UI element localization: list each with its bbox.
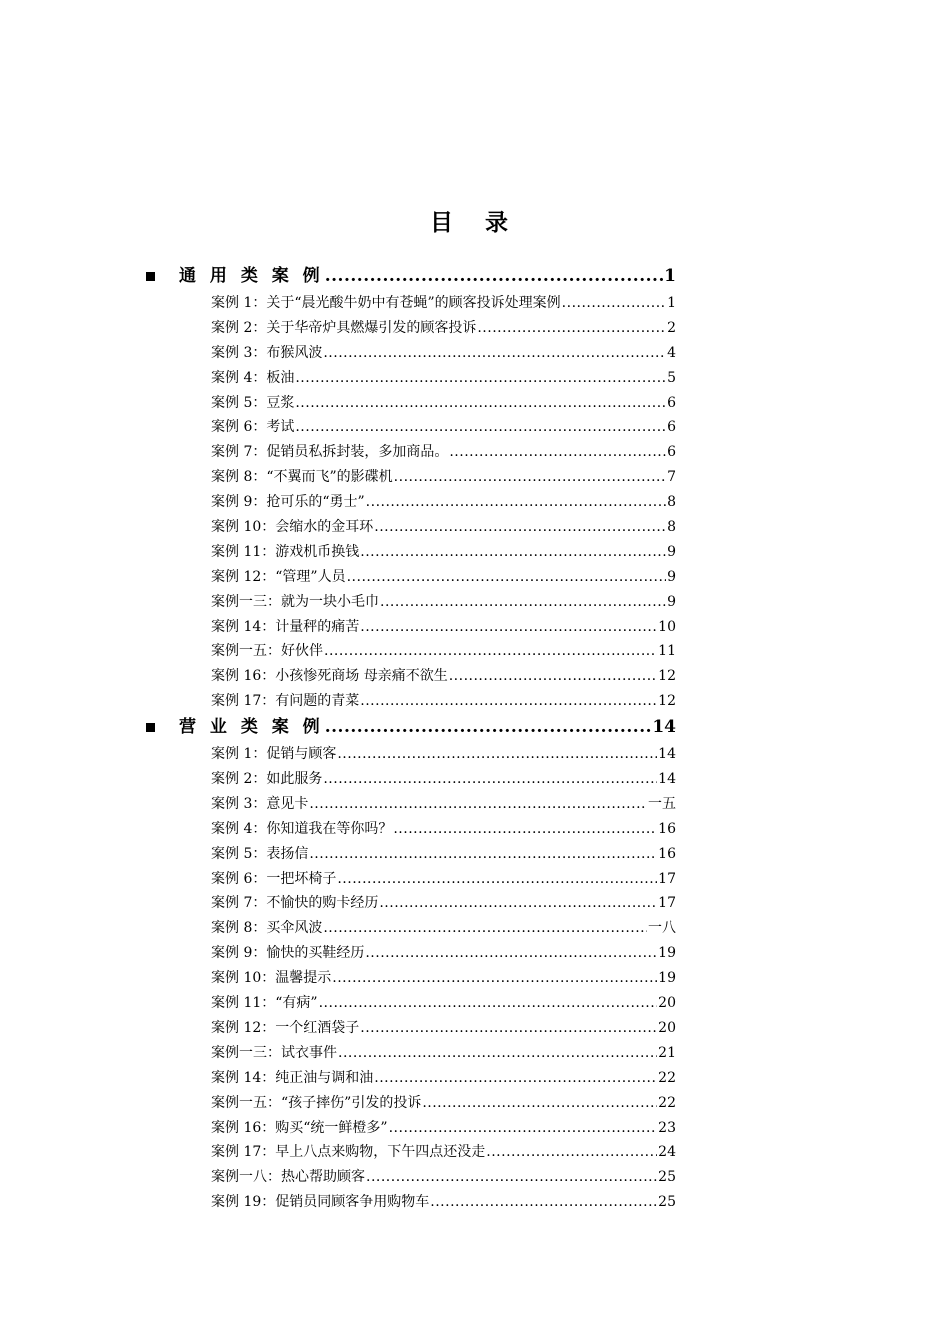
entry-page-number: 10 xyxy=(658,618,676,635)
toc-entry[interactable] xyxy=(211,490,676,515)
entry-page-number: 4 xyxy=(667,344,676,361)
entry-page-number: 8 xyxy=(667,494,676,511)
dot-leader xyxy=(449,664,657,689)
entry-page-number: 14 xyxy=(658,771,676,788)
entry-label: 案例 9：抢可乐的“勇士” xyxy=(211,494,365,511)
entry-page-number: 8 xyxy=(667,519,676,536)
dot-leader xyxy=(325,714,652,740)
entry-page-number: 22 xyxy=(658,1069,676,1086)
section-label: 通 用 类 案 例 xyxy=(179,266,324,286)
entry-label: 案例 8：“不翼而飞”的影碟机 xyxy=(211,469,393,486)
toc-entry[interactable] xyxy=(211,916,676,941)
section-page-number: 14 xyxy=(652,717,676,738)
entry-page-number: 17 xyxy=(658,895,676,912)
toc-entry[interactable] xyxy=(211,991,676,1016)
toc-entry[interactable] xyxy=(211,291,676,316)
dot-leader xyxy=(360,1016,657,1041)
dot-leader xyxy=(319,991,658,1016)
entry-page-number: 14 xyxy=(658,746,676,763)
toc-entry[interactable] xyxy=(211,767,676,792)
dot-leader xyxy=(365,941,657,966)
entry-page-number: 6 xyxy=(667,444,676,461)
section-page-number: 1 xyxy=(664,266,676,286)
entry-label: 案例 14：纯正油与调和油 xyxy=(211,1069,374,1086)
entry-page-number: 5 xyxy=(667,369,676,386)
toc-entry[interactable] xyxy=(211,1165,676,1190)
dot-leader xyxy=(325,263,663,289)
entry-label: 案例 5：表扬信 xyxy=(211,845,309,862)
dot-leader xyxy=(323,341,666,366)
entry-page-number: 12 xyxy=(658,693,676,710)
dot-leader xyxy=(309,842,657,867)
entry-page-number: 20 xyxy=(658,1019,676,1036)
entry-page-number: 23 xyxy=(658,1119,676,1136)
entry-label: 案例 7：不愉快的购卡经历 xyxy=(211,895,379,912)
entry-page-number: 16 xyxy=(658,845,676,862)
dot-leader xyxy=(366,490,666,515)
square-bullet-icon xyxy=(146,272,155,281)
entry-page-number: 24 xyxy=(658,1144,676,1161)
entry-page-number: 9 xyxy=(667,593,676,610)
entry-label: 案例 4：你知道我在等你吗？ xyxy=(211,820,393,837)
dot-leader xyxy=(449,440,666,465)
entry-label: 案例 6：考试 xyxy=(211,419,295,436)
dot-leader xyxy=(360,615,657,640)
entry-label: 案例 12：一个红酒袋子 xyxy=(211,1019,360,1036)
toc-entry[interactable] xyxy=(211,817,676,842)
dot-leader xyxy=(295,366,666,391)
toc-entry[interactable] xyxy=(211,415,676,440)
entry-label: 案例 2：如此服务 xyxy=(211,771,323,788)
entry-label: 案例一八：热心帮助顾客 xyxy=(211,1169,365,1186)
dot-leader xyxy=(347,565,666,590)
entry-label: 案例 16：购买“统一鲜橙多” xyxy=(211,1119,388,1136)
entry-page-number: 9 xyxy=(667,543,676,560)
dot-leader xyxy=(430,1190,657,1215)
toc-entry[interactable] xyxy=(211,1066,676,1091)
entry-label: 案例一三：试衣事件 xyxy=(211,1044,337,1061)
entry-page-number: 7 xyxy=(667,469,676,486)
entry-label: 案例 6：一把坏椅子 xyxy=(211,870,337,887)
entry-label: 案例 17：有问题的青菜 xyxy=(211,693,360,710)
entry-page-number: 11 xyxy=(658,643,676,660)
entry-page-number: 1 xyxy=(667,295,676,311)
entry-page-number: 一五 xyxy=(648,795,676,812)
toc-entry[interactable] xyxy=(211,792,676,817)
entry-page-number: 6 xyxy=(667,394,676,411)
entry-page-number: 25 xyxy=(658,1194,676,1211)
toc-entry[interactable] xyxy=(211,540,676,565)
toc-entry[interactable] xyxy=(211,465,676,490)
square-bullet-icon xyxy=(146,723,155,732)
entry-label: 案例 4：板油 xyxy=(211,369,295,386)
entry-page-number: 16 xyxy=(658,820,676,837)
dot-leader xyxy=(366,1165,657,1190)
entry-label: 案例 5：豆浆 xyxy=(211,394,295,411)
entry-page-number: 19 xyxy=(658,970,676,987)
entry-label: 案例 9：愉快的买鞋经历 xyxy=(211,945,365,962)
entry-page-number: 20 xyxy=(658,995,676,1012)
dot-leader xyxy=(394,465,666,490)
entry-label: 案例 11：“有病” xyxy=(211,995,318,1012)
dot-leader xyxy=(337,742,657,767)
toc-title: 目 录 xyxy=(429,210,520,236)
dot-leader xyxy=(379,891,657,916)
entry-label: 案例 7：促销员私拆封装，多加商品。 xyxy=(211,444,449,461)
entry-label: 案例一五：“孩子摔伤”引发的投诉 xyxy=(211,1094,422,1111)
dot-leader xyxy=(309,792,647,817)
dot-leader xyxy=(338,1041,657,1066)
entry-page-number: 25 xyxy=(658,1169,676,1186)
toc-entry[interactable] xyxy=(211,391,676,416)
entry-page-number: 19 xyxy=(658,945,676,962)
dot-leader xyxy=(477,316,666,341)
toc-entry[interactable] xyxy=(211,689,676,714)
dot-leader xyxy=(422,1091,657,1116)
dot-leader xyxy=(332,966,657,991)
toc-entry[interactable] xyxy=(211,639,676,664)
toc-entry[interactable] xyxy=(211,842,676,867)
section-label: 营 业 类 案 例 xyxy=(179,717,324,738)
toc-entry[interactable] xyxy=(211,590,676,615)
table-of-contents xyxy=(143,263,676,1215)
entry-page-number: 12 xyxy=(658,668,676,685)
entry-label: 案例 17：早上八点来购物，下午四点还没走 xyxy=(211,1144,486,1161)
dot-leader xyxy=(486,1140,657,1165)
toc-entry[interactable] xyxy=(211,515,676,540)
dot-leader xyxy=(323,767,657,792)
dot-leader xyxy=(374,1066,657,1091)
entry-label: 案例 3：意见卡 xyxy=(211,795,309,812)
dot-leader xyxy=(562,291,666,316)
toc-entry[interactable] xyxy=(211,1190,676,1215)
entry-label: 案例 16：小孩惨死商场 母亲痛不欲生 xyxy=(211,668,448,685)
entry-page-number: 6 xyxy=(667,419,676,436)
entry-label: 案例 3：布猴风波 xyxy=(211,344,323,361)
toc-entry[interactable] xyxy=(211,366,676,391)
entry-label: 案例 10：温馨提示 xyxy=(211,970,332,987)
toc-entry[interactable] xyxy=(211,1016,676,1041)
entry-label: 案例 1：关于“晨光酸牛奶中有苍蝇”的顾客投诉处理案例 xyxy=(211,295,561,311)
entry-label: 案例 2：关于华帝炉具燃爆引发的顾客投诉 xyxy=(211,319,477,336)
entry-label: 案例 14：计量秤的痛苦 xyxy=(211,618,360,635)
entry-label: 案例 10：会缩水的金耳环 xyxy=(211,519,374,536)
toc-entry[interactable] xyxy=(211,867,676,892)
toc-entry[interactable] xyxy=(211,742,676,767)
entry-label: 案例 19：促销员同顾客争用购物车 xyxy=(211,1194,430,1211)
toc-entry[interactable] xyxy=(211,1140,676,1165)
dot-leader xyxy=(393,817,657,842)
dot-leader xyxy=(380,590,666,615)
toc-section-heading[interactable] xyxy=(143,714,676,740)
entry-label: 案例 1：促销与顾客 xyxy=(211,746,337,763)
toc-entry[interactable] xyxy=(211,440,676,465)
entry-label: 案例 11：游戏机币换钱 xyxy=(211,543,360,560)
toc-entry[interactable] xyxy=(211,1091,676,1116)
toc-entry[interactable] xyxy=(211,1116,676,1141)
dot-leader xyxy=(323,916,647,941)
dot-leader xyxy=(295,415,666,440)
entry-label: 案例一五：好伙伴 xyxy=(211,643,323,660)
dot-leader xyxy=(360,540,666,565)
entry-page-number: 2 xyxy=(667,319,676,336)
dot-leader xyxy=(295,391,666,416)
dot-leader xyxy=(389,1116,658,1141)
toc-entry[interactable] xyxy=(211,891,676,916)
toc-entry[interactable] xyxy=(211,966,676,991)
toc-entry[interactable] xyxy=(211,1041,676,1066)
entry-page-number: 9 xyxy=(667,568,676,585)
entry-page-number: 一八 xyxy=(648,920,676,937)
dot-leader xyxy=(374,515,666,540)
toc-entry[interactable] xyxy=(211,664,676,689)
toc-entry[interactable] xyxy=(211,565,676,590)
dot-leader xyxy=(360,689,657,714)
toc-entry[interactable] xyxy=(211,615,676,640)
entry-page-number: 21 xyxy=(658,1044,676,1061)
toc-entry[interactable] xyxy=(211,341,676,366)
toc-section-heading[interactable] xyxy=(143,263,676,289)
dot-leader xyxy=(337,867,657,892)
entry-page-number: 22 xyxy=(658,1094,676,1111)
entry-page-number: 17 xyxy=(658,870,676,887)
entry-label: 案例 12：“管理”人员 xyxy=(211,568,346,585)
dot-leader xyxy=(324,639,657,664)
toc-entry[interactable] xyxy=(211,941,676,966)
toc-entry[interactable] xyxy=(211,316,676,341)
entry-label: 案例 8：买伞风波 xyxy=(211,920,323,937)
entry-label: 案例一三：就为一块小毛巾 xyxy=(211,593,379,610)
